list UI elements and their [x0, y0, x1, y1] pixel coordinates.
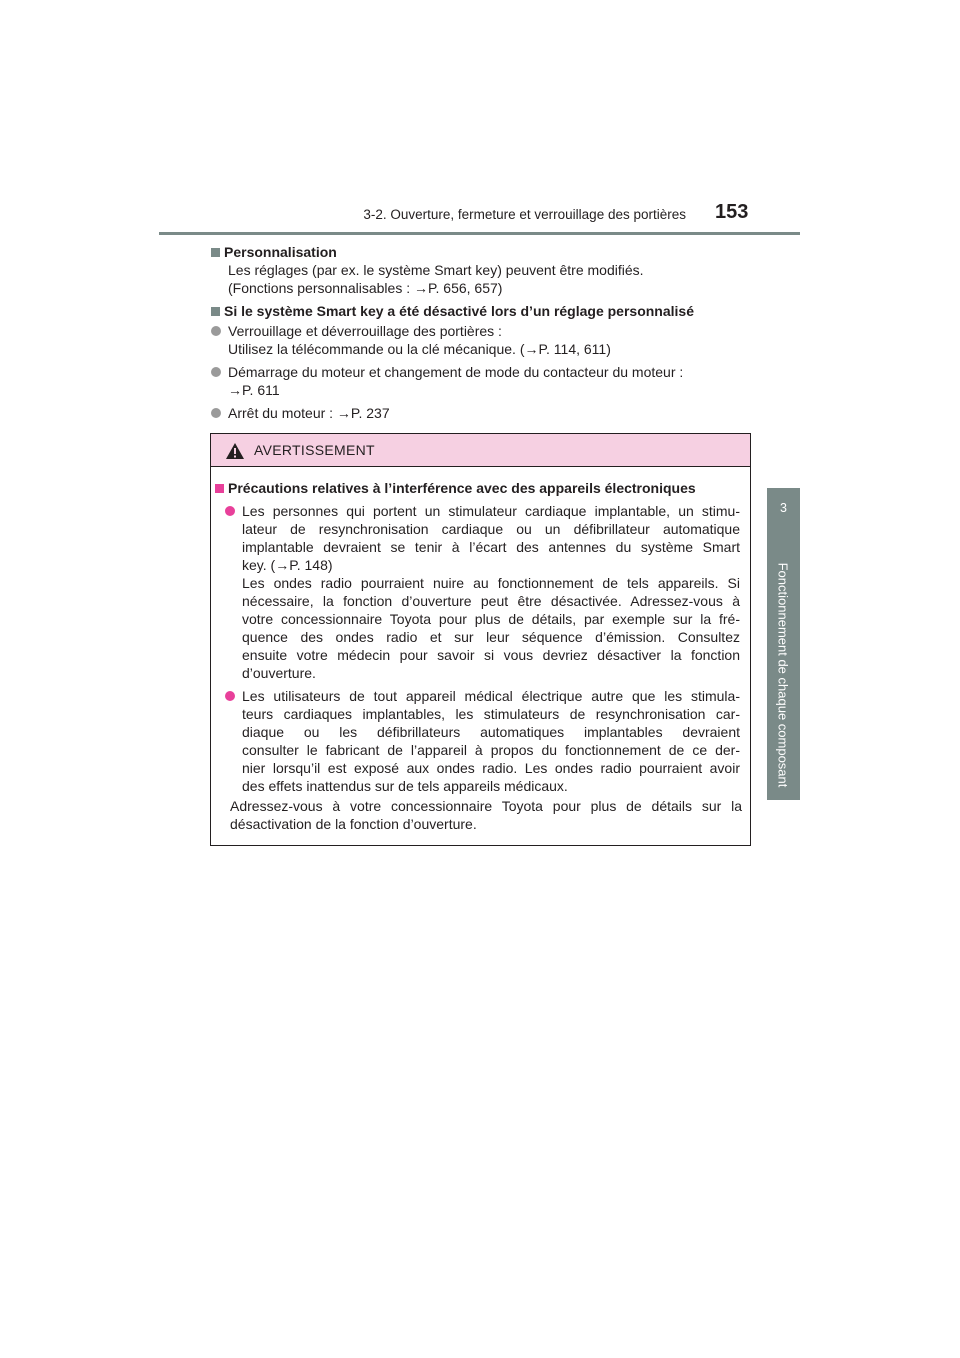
bullet-dot-icon	[211, 408, 221, 418]
warning-heading: Précautions relatives à l’interférence avec des appareils électroniques	[215, 479, 696, 497]
warning-item	[211, 687, 746, 795]
chapter-label: Fonctionnement de chaque composant	[775, 562, 791, 788]
personnalisation-text: Les réglages (par ex. le système Smart key) peuvent être modifiés. (Fonctions personnalisables : →P. 656, 657)	[228, 262, 644, 296]
page-number: 153	[715, 201, 749, 223]
chapter-number: 3	[780, 501, 787, 515]
warning-title: AVERTISSEMENT	[254, 442, 375, 458]
warning-item-text: Les utilisateurs de tout appareil médical électrique autre que les stimula- teurs cardiaques implantables, les stimulateurs de resynchronisation car- diaque ou les défibrillateurs automatiques implantables devraient consulter le fabricant de l’appareil à propos du fonctionnement de ce der- nier lorsqu’il est exposé aux ondes radio. Les ondes radio pourraient avoir des effets inattendus sur de tels appareils médicaux.	[242, 688, 740, 794]
bullet-dot-icon	[211, 367, 221, 377]
square-bullet-icon	[211, 307, 220, 316]
warning-closing-text: Adressez-vous à votre concessionnaire Toyota pour plus de détails sur la désactivation de la fonction d’ouverture.	[230, 798, 742, 832]
warning-triangle-icon	[225, 442, 245, 460]
square-bullet-icon	[215, 484, 224, 493]
list-item: Arrêt du moteur : →P. 237	[211, 404, 751, 422]
square-bullet-icon	[211, 248, 220, 257]
bullet-dot-icon	[225, 506, 235, 516]
list-item: Verrouillage et déverrouillage des portières : Utilisez la télécommande ou la clé mécanique. (→P. 114, 611)	[211, 322, 751, 358]
bullet-dot-icon	[225, 691, 235, 701]
warning-header	[211, 434, 750, 467]
main-content	[211, 243, 751, 422]
personnalisation-heading: Personnalisation	[211, 243, 751, 261]
bullet-dot-icon	[211, 326, 221, 336]
warning-box	[210, 433, 751, 846]
section-title: 3-2. Ouverture, fermeture et verrouillage des portières	[363, 207, 686, 222]
list-item: Démarrage du moteur et changement de mode du contacteur du moteur : →P. 611	[211, 363, 751, 399]
warning-item	[211, 502, 746, 682]
warning-item-text: Les personnes qui portent un stimulateur cardiaque implantable, un stimu- lateur de resynchronisation cardiaque ou un défibrillateur automatique implantable devraient se tenir à l’écart des antennes du système Smart key. (→P. 148) Les ondes radio pourraient nuire au fonctionnement de tels appareils. Si nécessaire, la fonction d’ouverture peut être désactivée. Adressez-vous à votre concessionnaire Toyota pour plus de détails, par exemple sur la fré- quence des ondes radio et sur leur séquence d’émission. Consultez ensuite votre médecin pour savoir si vous devriez désactiver la fonction d’ouverture.	[242, 503, 740, 681]
deactivated-heading: Si le système Smart key a été désactivé lors d’un réglage personnalisé	[211, 302, 751, 320]
header-divider	[159, 232, 800, 235]
